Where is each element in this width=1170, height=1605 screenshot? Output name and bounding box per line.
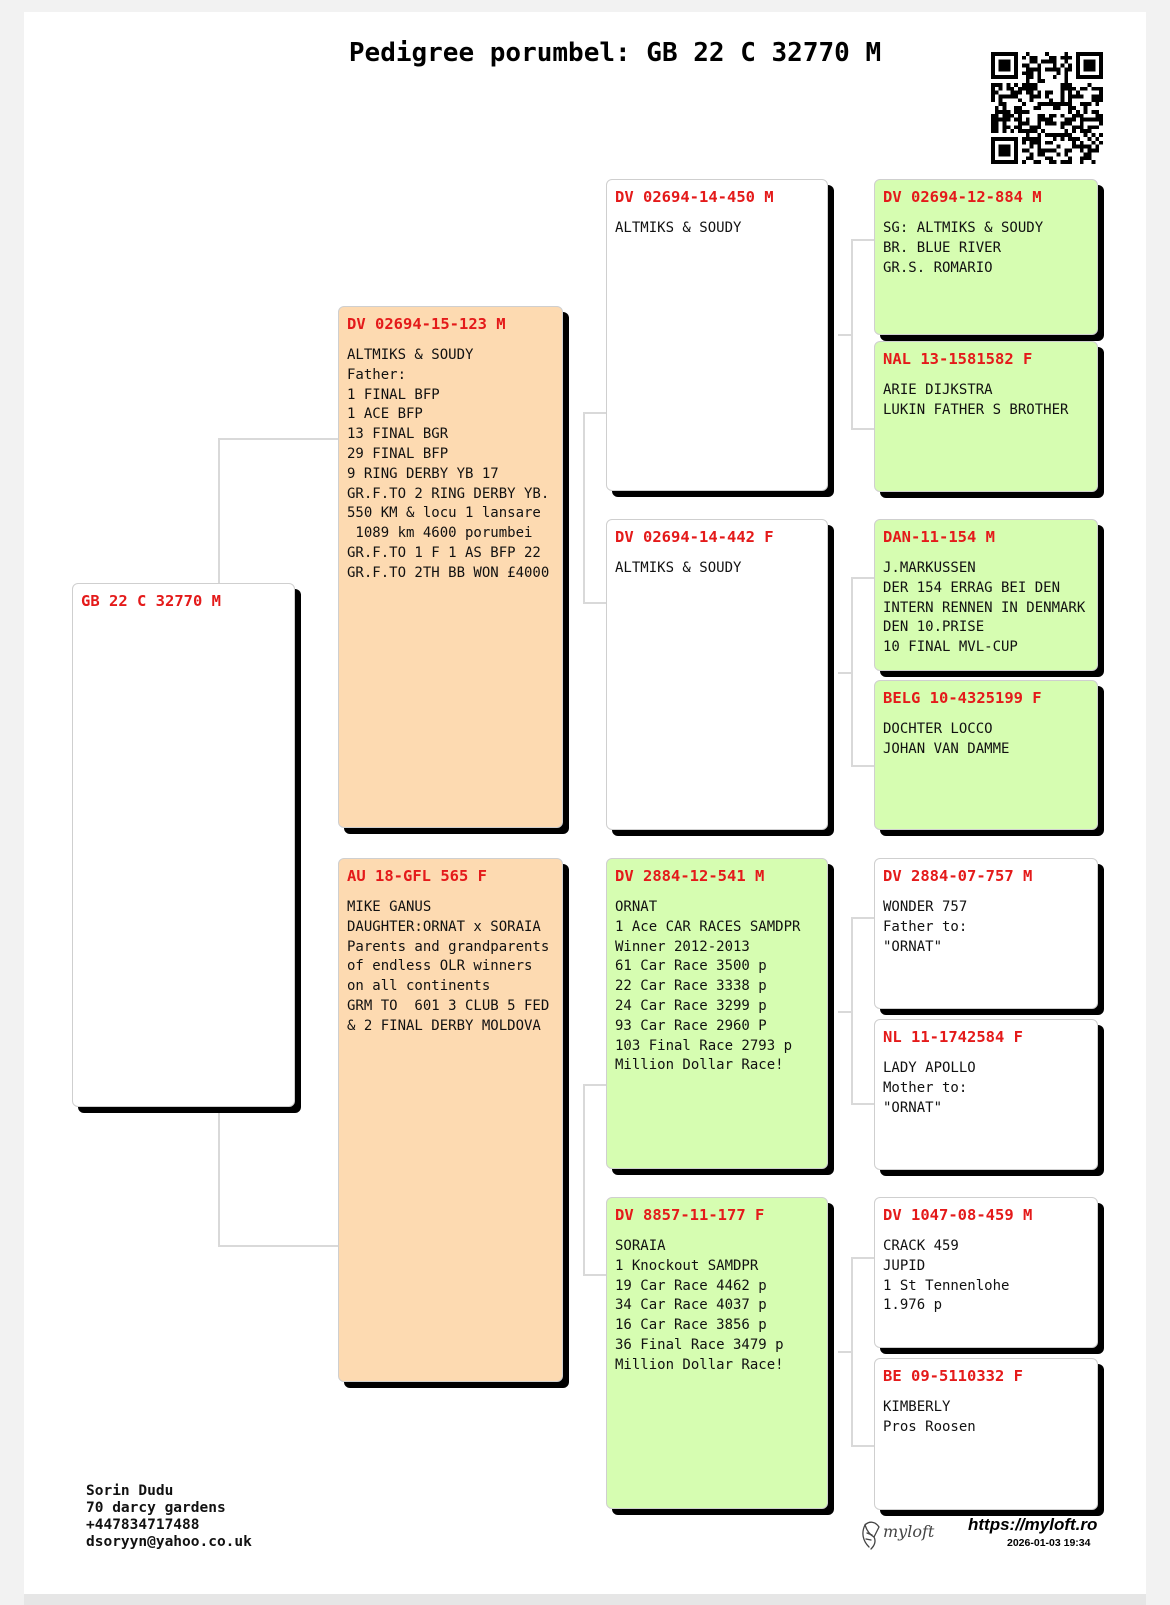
page-title: Pedigree porumbel: GB 22 C 32770 M: [348, 38, 882, 68]
pigeon-info: LADY APOLLO Mother to: "ORNAT": [883, 1060, 976, 1116]
pigeon-info: ARIE DIJKSTRA LUKIN FATHER S BROTHER: [883, 382, 1069, 418]
ring-number: DAN-11-154 M: [883, 528, 995, 546]
pigeon-info: SG: ALTMIKS & SOUDY BR. BLUE RIVER GR.S. ROMARIO: [883, 220, 1044, 276]
pigeon-info: DOCHTER LOCCO JOHAN VAN DAMME: [883, 721, 1010, 757]
ring-number: DV 8857-11-177 F: [615, 1206, 765, 1224]
myloft-bird-logo-icon: [855, 1513, 950, 1551]
ring-number: DV 02694-15-123 M: [347, 315, 506, 333]
ring-number: AU 18-GFL 565 F: [347, 867, 487, 885]
pigeon-card-ss-sire[interactable]: [874, 179, 1098, 335]
ring-number: DV 02694-12-884 M: [883, 188, 1042, 206]
pigeon-info: CRACK 459 JUPID 1 St Tennenlohe 1.976 p: [883, 1238, 1010, 1314]
ring-number: BELG 10-4325199 F: [883, 689, 1042, 707]
pigeon-card-sd-dam[interactable]: [874, 680, 1098, 830]
pigeon-card-dam[interactable]: [338, 858, 563, 1382]
owner-address: 70 darcy gardens: [86, 1500, 226, 1516]
generated-timestamp: 2026-01-03 19:34: [1007, 1537, 1091, 1549]
pigeon-card-ds-dam[interactable]: [874, 1019, 1098, 1170]
pigeon-info: WONDER 757 Father to: "ORNAT": [883, 899, 968, 955]
pigeon-info: SORAIA 1 Knockout SAMDPR 19 Car Race 4462 p 34 Car Race 4037 p 16 Car Race 3856 p 36 Final Race 3479 p Million Dollar Race!: [615, 1238, 784, 1373]
pigeon-card-dd-sire[interactable]: [874, 1197, 1098, 1348]
pigeon-card-subject[interactable]: [72, 583, 295, 1107]
owner-phone: +447834717488: [86, 1517, 200, 1533]
ring-number: GB 22 C 32770 M: [81, 592, 221, 610]
logo-text: myloft: [883, 1522, 935, 1541]
pigeon-card-sire-dam[interactable]: [606, 519, 828, 830]
pigeon-card-ds-sire[interactable]: [874, 858, 1098, 1009]
ring-number: DV 2884-12-541 M: [615, 867, 765, 885]
pigeon-info: KIMBERLY Pros Roosen: [883, 1399, 976, 1435]
pigeon-card-sd-sire[interactable]: [874, 519, 1098, 671]
pigeon-card-dam-dam[interactable]: [606, 1197, 828, 1509]
owner-name: Sorin Dudu: [86, 1483, 174, 1499]
pigeon-info: ALTMIKS & SOUDY Father: 1 FINAL BFP 1 ACE BFP 13 FINAL BGR 29 FINAL BFP 9 RING DERBY YB 17 GR.F.TO 2 RING DERBY YB. 550 KM & locu 1 lansare 1089 km 4600 porumbei GR.F.TO 1 F 1 AS BFP 22 GR.F.TO 2TH BB WON £4000: [347, 347, 550, 581]
pigeon-card-sire[interactable]: [338, 306, 563, 828]
pigeon-info: ALTMIKS & SOUDY: [615, 220, 742, 236]
ring-number: DV 1047-08-459 M: [883, 1206, 1033, 1224]
owner-contact: [86, 1483, 252, 1551]
pigeon-card-sire-sire[interactable]: [606, 179, 828, 491]
ring-number: BE 09-5110332 F: [883, 1367, 1023, 1385]
pigeon-info: J.MARKUSSEN DER 154 ERRAG BEI DEN INTERN RENNEN IN DENMARK DEN 10.PRISE 10 FINAL MVL-CUP: [883, 560, 1086, 656]
ring-number: NL 11-1742584 F: [883, 1028, 1023, 1046]
ring-number: DV 02694-14-442 F: [615, 528, 774, 546]
ring-number: DV 02694-14-450 M: [615, 188, 774, 206]
ring-number: DV 2884-07-757 M: [883, 867, 1033, 885]
pigeon-card-dd-dam[interactable]: [874, 1358, 1098, 1510]
site-url-link[interactable]: https://myloft.ro: [968, 1515, 1098, 1534]
owner-email[interactable]: dsoryyn@yahoo.co.uk: [86, 1534, 252, 1550]
ring-number: NAL 13-1581582 F: [883, 350, 1033, 368]
pigeon-info: ALTMIKS & SOUDY: [615, 560, 742, 576]
pigeon-info: ORNAT 1 Ace CAR RACES SAMDPR Winner 2012-2013 61 Car Race 3500 p 22 Car Race 3338 p 24 Car Race 3299 p 93 Car Race 2960 P 103 Final Race 2793 p Million Dollar Race!: [615, 899, 801, 1074]
pigeon-info: MIKE GANUS DAUGHTER:ORNAT x SORAIA Parents and grandparents of endless OLR winners on all continents GRM TO 601 3 CLUB 5 FED & 2 FINAL DERBY MOLDOVA: [347, 899, 550, 1034]
pigeon-card-ss-dam[interactable]: [874, 341, 1098, 492]
pigeon-card-dam-sire[interactable]: [606, 858, 828, 1169]
